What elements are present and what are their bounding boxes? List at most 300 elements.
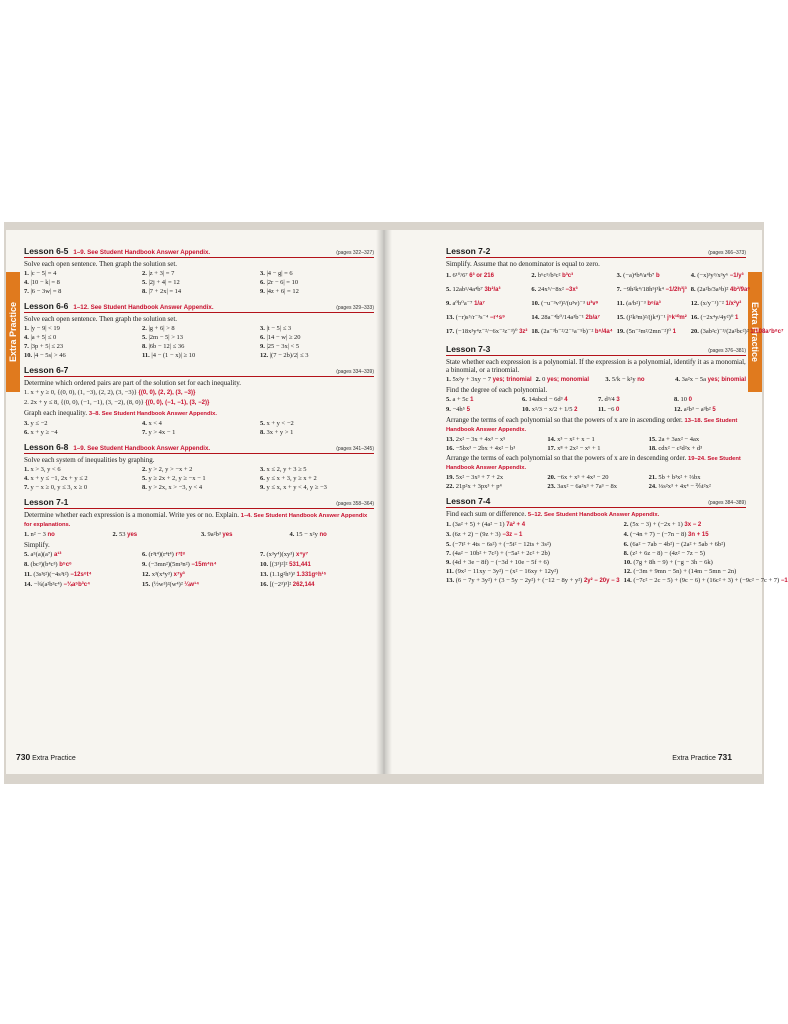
exercise-item	[547, 473, 644, 482]
answer: {(0, 0), (2, 2), (3, −3)}	[138, 390, 196, 396]
exercise-item	[142, 550, 256, 560]
exercise-number: 10.	[260, 561, 269, 568]
exercise-item	[446, 530, 620, 540]
exercise-item	[24, 324, 138, 333]
exercise-number: 1.	[24, 466, 29, 473]
exercise-number: 20.	[547, 474, 556, 481]
exercise-text: (5n⁻²m²/2mn⁻²)⁰	[626, 328, 671, 335]
exercise-number: 6.	[142, 551, 147, 558]
exercise-item	[547, 482, 644, 491]
exercise-item	[624, 530, 788, 540]
answer: no	[637, 377, 645, 383]
exercise-number: 5.	[446, 396, 451, 403]
exercise-text: |4 − g| = 6	[266, 270, 293, 277]
page-footer	[16, 752, 76, 762]
exercise-number: 2.	[623, 521, 629, 528]
exercise-item	[617, 311, 687, 325]
exercise-text: (−3m + 9mn − 5n) + (14m − 5mn − 2n)	[633, 568, 737, 575]
exercise-number: 2.	[531, 272, 537, 279]
exercise-number: 6.	[623, 541, 629, 548]
exercise-item	[531, 311, 612, 325]
lesson-title: Lesson 6-6	[24, 301, 69, 311]
exercise-text: −9h²k⁴/18h⁵j³k⁴	[623, 286, 664, 293]
exercise-item	[260, 419, 374, 428]
instruction: Solve each system of inequalities by graphing.	[24, 456, 155, 464]
exercise-text: x > 3, y < 6	[30, 466, 61, 473]
answer: 4b²/9a⁶	[729, 287, 751, 293]
answer: −1/2h³j³	[665, 287, 687, 293]
answer: 7a² + 4	[506, 522, 526, 528]
exercise-number: 14.	[623, 577, 632, 584]
exercise-text: |2j + 4| = 12	[148, 279, 180, 286]
exercise-text: (1.1g²h⁵)³	[269, 571, 295, 578]
exercise-number: 11.	[142, 352, 150, 359]
exercise-text: −6x + x⁵ + 4x³ − 20	[557, 474, 609, 481]
exercise-item	[24, 269, 138, 278]
exercise-item	[446, 395, 518, 405]
exercise-text: (4d + 3e − 8f) − (−3d + 10e − 5f + 6)	[452, 559, 549, 566]
exercise-text: 5/k − k²y	[611, 376, 636, 383]
answer: −1	[780, 578, 788, 584]
extra-practice-tab-right: Extra Practice	[748, 272, 762, 392]
exercise-number: 23.	[547, 483, 556, 490]
lesson-header	[24, 442, 374, 454]
exercise-text: |4 − (1 − x)| ≥ 10	[151, 352, 196, 359]
answer: 3n + 15	[688, 532, 709, 538]
page-range: (pages 322–327)	[336, 250, 374, 256]
exercise-item	[24, 333, 138, 342]
exercise-text: y ≥ 2x + 2, y ≥ −x − 1	[148, 475, 206, 482]
exercise-number: 1.	[24, 270, 29, 277]
lesson-header	[24, 246, 374, 258]
exercise-number: 3.	[260, 270, 265, 277]
exercise-number: 10.	[623, 559, 632, 566]
exercise-item	[260, 550, 374, 560]
exercise-number: 4.	[675, 376, 681, 383]
answer: 2	[574, 407, 578, 413]
exercise-text: a⁰b⁰a⁻⁷	[452, 300, 473, 307]
answer: x⁴y⁷	[295, 552, 309, 558]
answer: −r⁴s⁹	[489, 315, 505, 321]
exercise-item	[691, 297, 784, 311]
answer: 1.331g⁶h¹⁵	[296, 572, 327, 578]
exercise-number: 10.	[24, 352, 33, 359]
exercise-item	[142, 428, 256, 437]
answer-note: 13–18. See Student Handbook Answer Appendix.	[446, 418, 738, 433]
answer: ¼w¹⁴	[184, 582, 200, 588]
exercise-number: 9.	[260, 288, 265, 295]
exercise-item	[142, 560, 256, 570]
exercise-item	[24, 483, 138, 492]
answer: 262,144	[292, 582, 315, 588]
exercise-number: 8.	[24, 561, 29, 568]
exercise-number: 1.	[24, 531, 29, 538]
exercise-text: [(−2³)³]²	[269, 581, 292, 588]
exercise-item	[260, 351, 374, 360]
instruction-text: Graph each inequality.	[24, 409, 88, 417]
exercise-number: 14.	[531, 314, 540, 321]
exercise-number: 5.	[260, 420, 265, 427]
answer: −3z − 1	[502, 532, 523, 538]
exercise-item	[691, 283, 784, 297]
exercise-number: 12.	[142, 571, 151, 578]
exercise-grid	[446, 435, 746, 453]
exercise-text: [(3³)²]²	[269, 561, 288, 568]
exercise-item	[260, 474, 374, 483]
exercise-grid	[446, 473, 746, 491]
exercise-number: 3.	[24, 420, 29, 427]
exercise-item	[24, 580, 138, 590]
lesson-title: Lesson 7-3	[446, 344, 491, 354]
exercise-number: 7.	[142, 429, 147, 436]
exercise-item	[598, 395, 670, 405]
exercise-number: 1.	[24, 325, 29, 332]
exercise-item	[24, 351, 138, 360]
answer: a¹³	[53, 552, 62, 558]
exercise-number: 6.	[24, 429, 29, 436]
exercise-number: 8.	[690, 286, 696, 293]
exercise-text: (6 − 7y + 3y²) + (3 − 5y − 2y²) + (−12 − 8y + y²)	[455, 577, 583, 584]
exercise-number: 13.	[446, 436, 455, 443]
lesson-header	[446, 344, 746, 356]
exercise-number: 4.	[142, 420, 147, 427]
answer: −12s⁶t⁴	[70, 572, 92, 578]
instruction	[24, 511, 374, 529]
exercise-number: 6.	[260, 334, 265, 341]
exercise-text: a²b³ − a³b²	[683, 406, 711, 413]
answer-note: 1–9. See Student Handbook Answer Appendix.	[73, 249, 211, 256]
instruction: Solve each open sentence. Then graph the solution set.	[24, 260, 178, 268]
answer: 3b²/a³	[484, 287, 501, 293]
exercise-text: (x/y⁻¹)⁻²	[700, 300, 724, 307]
exercise-number: 8.	[260, 429, 265, 436]
lesson-header	[24, 497, 374, 509]
open-textbook	[4, 222, 788, 784]
exercise-item	[446, 405, 518, 415]
answer: b³c³	[562, 273, 574, 279]
exercise-item	[142, 333, 256, 342]
exercise-text: |t − 5| ≤ 3	[266, 325, 292, 332]
exercise-item	[446, 473, 543, 482]
exercise-number: 5.	[24, 551, 29, 558]
lesson-header	[446, 496, 746, 508]
exercise-number: 16.	[690, 314, 699, 321]
exercise-number: 15.	[648, 436, 657, 443]
exercise-text: |g + 6| > 8	[148, 325, 175, 332]
exercise-text: (−u⁻³v³)²/(u³v)⁻³	[541, 300, 585, 307]
exercise-item	[260, 278, 374, 287]
exercise-number: 20.	[690, 328, 699, 335]
exercise-item	[446, 576, 620, 586]
exercise-number: 4.	[289, 531, 295, 538]
exercise-number: 3.	[260, 466, 265, 473]
exercise-text: 9a²b³	[207, 531, 221, 538]
exercise-number: 7.	[24, 484, 29, 491]
exercise-item	[142, 342, 256, 351]
exercise-text: |14 − w| ≥ 20	[266, 334, 301, 341]
exercise-number: 2.	[112, 531, 118, 538]
exercise-item	[446, 444, 543, 453]
exercise-number: 19.	[616, 328, 625, 335]
exercise-item	[142, 419, 256, 428]
exercise-number: 24.	[648, 483, 657, 490]
exercise-item	[260, 570, 374, 580]
answer: 6³ or 216	[469, 273, 494, 279]
answer: 2y² − 20y − 3	[583, 578, 620, 584]
exercise-number: 13.	[446, 314, 455, 321]
exercise-number: 11.	[24, 571, 32, 578]
exercise-item	[201, 530, 286, 540]
exercise-item	[624, 549, 788, 558]
exercise-text: 24x⁵/−8x²	[537, 286, 564, 293]
exercise-item	[605, 375, 671, 385]
exercise-grid	[24, 419, 374, 437]
answer: b⁶/4a⁴	[594, 329, 613, 335]
answer: yes; trinomial	[492, 377, 532, 383]
exercise-item	[446, 297, 527, 311]
exercise-number: 7.	[260, 551, 265, 558]
exercise-number: 11.	[598, 406, 606, 413]
exercise-text: a + 5c	[452, 396, 469, 403]
exercise-number: 9.	[446, 406, 451, 413]
page-range: (pages 329–333)	[336, 305, 374, 311]
exercise-text: −6	[607, 406, 615, 413]
answer-note: 1–9. See Student Handbook Answer Appendix.	[73, 445, 211, 452]
exercise-text: (j²k³m)²/(jk⁴)⁻¹	[626, 314, 666, 321]
exercise-number: 16.	[446, 445, 455, 452]
exercise-text: cdx² − c²d²x + d³	[658, 445, 703, 452]
lesson-7-1	[24, 497, 374, 590]
exercise-item	[624, 576, 788, 586]
exercise-text: x³ − x² + x − 1	[557, 436, 595, 443]
exercise-text: (−2x⁴y/4y²)⁰	[700, 314, 734, 321]
exercise-text: (2a²b/3a⁵b)²	[697, 286, 729, 293]
exercise-number: 18.	[648, 445, 657, 452]
exercise-item	[536, 375, 602, 385]
exercise-item	[674, 395, 746, 405]
exercise-text: n² − 3	[30, 531, 46, 538]
instruction	[24, 409, 374, 418]
exercise-item	[446, 567, 620, 576]
exercise-item	[617, 283, 687, 297]
exercise-text: (½w³)²(w⁴)²	[151, 581, 183, 588]
lesson-7-4	[446, 496, 788, 586]
answer-note: 5–12. See Student Handbook Answer Appendix.	[527, 512, 660, 518]
exercise-text: (−r)s⁵/r⁻³s⁻⁴	[455, 314, 489, 321]
exercise-item	[624, 558, 788, 567]
page-range: (pages 358–364)	[336, 501, 374, 507]
exercise-item	[531, 283, 612, 297]
exercise-text: |7 + 2x| = 14	[148, 288, 182, 295]
exercise-item	[260, 483, 374, 492]
exercise-item	[531, 269, 612, 283]
exercise-text: (6a² − 7ab − 4b²) − (2a² + 5ab + 6b²)	[630, 541, 726, 548]
exercise-item	[617, 269, 687, 283]
exercise-grid	[446, 520, 788, 586]
exercise-item	[446, 283, 527, 297]
exercise-item	[522, 405, 594, 415]
exercise-text: (7g + 8h − 9) + (−g − 3h − 6k)	[633, 559, 713, 566]
answer: 1/108a⁷b⁸c⁷	[750, 329, 784, 335]
exercise-text: 15 − x²y	[296, 531, 318, 538]
exercise-number: 8.	[623, 550, 629, 557]
instruction	[446, 416, 746, 434]
exercise-text: (3s³t²)(−4s³t²)	[33, 571, 69, 578]
exercise-text: ⅓s²x³ + 4x⁴ − ⅖t²x²	[658, 483, 711, 490]
exercise-number: 14.	[547, 436, 556, 443]
exercise-text: b⁶c⁵/b³c²	[537, 272, 561, 279]
exercise-item	[446, 311, 527, 325]
exercise-text: y ≤ −2	[30, 420, 48, 427]
exercise-1	[24, 388, 374, 398]
exercise-text: a⁵(a)(a⁷)	[30, 551, 53, 558]
exercise-number: 3.	[260, 325, 265, 332]
exercise-text: −4h⁵	[452, 406, 465, 413]
exercise-item	[649, 444, 746, 453]
exercise-number: 16.	[260, 581, 269, 588]
exercise-text: |a + 5| ≤ 0	[30, 334, 57, 341]
exercise-text: (2a⁻³b⁻²/2⁻¹a⁻⁵b)⁻²	[541, 328, 594, 335]
exercise-number: 18.	[531, 328, 540, 335]
exercise-item	[142, 474, 256, 483]
exercise-text: −5bx³ − 2bx + 4x² − b³	[455, 445, 516, 452]
exercise-item	[260, 269, 374, 278]
instruction: Find the degree of each polynomial.	[446, 386, 548, 394]
exercise-text: |4 − 5s| > 46	[33, 352, 66, 359]
exercise-text: |y − 9| < 19	[30, 325, 60, 332]
exercise-item	[260, 580, 374, 590]
lesson-7-3	[446, 344, 746, 491]
exercise-text: |4z + 6| = 12	[266, 288, 299, 295]
exercise-text: 28a⁻⁴b⁰/14a³b⁻¹	[541, 314, 584, 321]
exercise-text: 3ax² − 6a²x³ + 7a³ − 8x	[557, 483, 618, 490]
exercise-number: 13.	[446, 577, 455, 584]
instruction-text: Determine whether each expression is a monomial. Write yes or no. Explain.	[24, 511, 239, 519]
exercise-number: 21.	[648, 474, 657, 481]
exercise-text: (x³y⁴)(xy³)	[266, 551, 295, 558]
exercise-number: 4.	[24, 279, 29, 286]
answer: no	[47, 532, 55, 538]
exercise-text: |2m − 5| > 13	[148, 334, 183, 341]
exercise-item	[547, 444, 644, 453]
exercise-text: |(7 − 2b)/2| ≤ 3	[269, 352, 309, 359]
lesson-title: Lesson 6-7	[24, 365, 69, 375]
answer-note: 19–24. See Student Handbook Answer Appendix.	[446, 456, 741, 471]
exercise-item	[142, 324, 256, 333]
exercise-number: 1.	[446, 376, 451, 383]
exercise-text: x³(x⁴y³)	[151, 571, 172, 578]
exercise-text: 1. x + y ≥ 0, {(0, 0), (1, −3), (2, 2), (3, −3)}	[24, 389, 137, 396]
exercise-number: 2.	[535, 376, 541, 383]
exercise-item	[446, 549, 620, 558]
exercise-number: 12.	[260, 352, 269, 359]
exercise-text: (r³t⁴)(r⁴t⁴)	[148, 551, 174, 558]
answer: j⁵k¹⁰m²	[667, 315, 687, 321]
exercise-item	[446, 375, 532, 385]
lesson-title: Lesson 6-8	[24, 442, 69, 452]
instruction-text: Arrange the terms of each polynomial so that the powers of x are in descending order.	[446, 454, 687, 462]
page-range: (pages 334–339)	[336, 369, 374, 375]
exercise-number: 8.	[142, 343, 147, 350]
answer: r⁷t⁸	[175, 552, 186, 558]
lesson-header	[446, 246, 746, 258]
exercise-text: (−7t² + 4ts − 6s²) + (−5t² − 12ts + 3s²)	[452, 541, 551, 548]
exercise-item	[142, 278, 256, 287]
answer: {(0, 0), (−1, −1), (3, −2)}	[145, 400, 210, 406]
exercise-number: 8.	[674, 396, 679, 403]
answer: 3x − 2	[684, 522, 702, 528]
exercise-item	[446, 482, 543, 491]
exercise-text: x + y ≥ −4	[30, 429, 58, 436]
exercise-item	[260, 342, 374, 351]
answer-note: 1–4. See Student Handbook Answer Appendix for explanations.	[24, 513, 368, 528]
exercise-item	[691, 311, 784, 325]
exercise-text: 12ab¹/4a⁴b⁷	[452, 286, 483, 293]
exercise-text: 5x²y + 3xy − 7	[452, 376, 492, 383]
exercise-grid	[24, 465, 374, 492]
exercise-text: 2. 2x + y ≤ 8, {(0, 0), (−1, −1), (3, −2), (8, 0)}	[24, 399, 144, 406]
blank-top-area	[0, 0, 768, 222]
answer: −¾a⁵b³c⁴	[63, 582, 91, 588]
page-number: 730	[16, 752, 31, 762]
exercise-item	[113, 530, 198, 540]
exercise-number: 7.	[616, 286, 622, 293]
exercise-text: (a/b²)⁻³	[626, 300, 646, 307]
instruction: Determine which ordered pairs are part of the solution set for each inequality.	[24, 379, 242, 387]
answer: yes; monomial	[547, 377, 590, 383]
exercise-text: −¾(a²b³c⁴)	[33, 581, 62, 588]
answer: 3	[616, 397, 620, 403]
exercise-item	[142, 580, 256, 590]
exercise-number: 4.	[24, 475, 29, 482]
exercise-text: x ≤ 2, y + 3 ≥ 5	[266, 466, 307, 473]
exercise-item	[691, 269, 784, 283]
answer: b⁶/a³	[647, 301, 661, 307]
page-range: (pages 341–345)	[336, 446, 374, 452]
exercise-text: (−3mn²)(5m³n²)	[148, 561, 190, 568]
exercise-number: 6.	[531, 286, 537, 293]
exercise-text: (−7c² − 2c − 5) + (9c − 6) + (16c² + 3) + (−9c² − 7c + 7)	[633, 577, 780, 584]
exercise-number: 17.	[446, 328, 455, 335]
left-page-content	[24, 246, 374, 595]
exercise-item	[547, 435, 644, 444]
answer: 0	[615, 407, 620, 413]
answer: b	[655, 273, 660, 279]
exercise-text: 3a²x − 5a	[681, 376, 707, 383]
exercise-item	[617, 297, 687, 311]
instruction-text: Arrange the terms of each polynomial so that the powers of x are in ascending order.	[446, 416, 683, 424]
exercise-item	[260, 324, 374, 333]
lesson-title: Lesson 7-4	[446, 496, 491, 506]
instruction: State whether each expression is a polynomial. If the expression is a polynomial, identify it as a monomial, a binomial, or a trinomial.	[446, 358, 746, 374]
exercise-number: 12.	[674, 406, 683, 413]
lesson-6-8	[24, 442, 374, 492]
answer: 4	[564, 397, 568, 403]
exercise-text: y ≤ x, x + y < 4, y ≥ −3	[266, 484, 327, 491]
exercise-number: 6.	[522, 396, 527, 403]
exercise-number: 11.	[446, 568, 454, 575]
exercise-number: 5.	[142, 334, 147, 341]
exercise-text: 0	[542, 376, 546, 383]
exercise-text: (−4n + 7) − (−7n − 8)	[630, 531, 687, 538]
exercise-grid	[24, 324, 374, 360]
exercise-number: 22.	[446, 483, 455, 490]
exercise-item	[624, 567, 788, 576]
exercise-item	[446, 520, 620, 530]
exercise-item	[691, 325, 784, 339]
exercise-item	[446, 325, 527, 339]
exercise-text: 2a + 3ax² − 4ax	[658, 436, 700, 443]
